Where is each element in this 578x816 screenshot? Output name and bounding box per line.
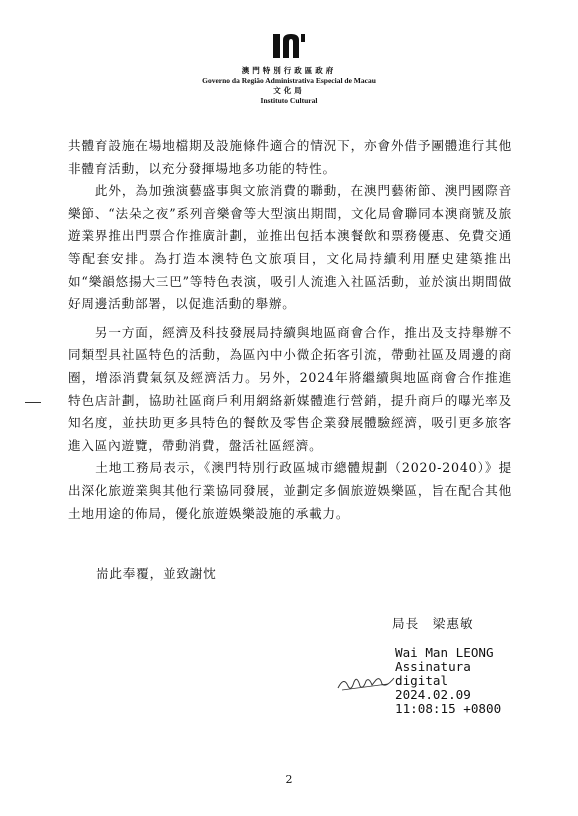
paragraph-1: 共體育設施在場地檔期及設施條件適合的情況下，亦會外借予團體進行其他非體育活動，以充分發揮場地多功能的特性。 [68,138,512,176]
government-name-chinese: 澳門特別行政區政府 [241,66,337,75]
letter-body [68,135,512,525]
signature-name: Wai Man LEONG [395,645,494,660]
signer-title-name: 局長 梁惠敏 [392,616,474,631]
bureau-name-portuguese: Instituto Cultural [260,96,318,105]
paragraph-3: 另一方面，經濟及科技發展局持續與地區商會合作，推出及支持舉辦不同類型具社區特色的活動，為區內中小微企拓客引流，帶動社區及周邊的商圈，增添消費氣氛及經濟活力。另外，2024年將繼續與地區商會合作推進特色店計劃，協助社區商戶利用網絡新媒體進行營銷，提升商戶的曝光率及知名度，並扶助更多具特色的餐飲及零售企業發展體驗經濟，吸引更多旅客進入區內遊覽，帶動消費，盤活社區經濟。 [68,324,512,453]
government-emblem-icon [271,30,307,60]
letterhead [0,30,578,106]
signature-time: 11:08:15 +0800 [395,701,502,716]
closing-remark: 耑此奉覆，並致謝忱 [96,566,217,581]
government-name-portuguese: Governo da Região Administrativa Especial de Macau [202,76,376,85]
signature-label-1: Assinatura [395,659,471,674]
paragraph-2: 此外，為加強演藝盛事與文旅消費的聯動，在澳門藝術節、澳門國際音樂節、“法朵之夜”系列音樂會等大型演出期間，文化局會聯同本澳商號及旅遊業界推出門票合作推廣計劃，並推出包括本澳餐飲和票務優惠、免費交通等配套安排。為打造本澳特色文旅項目，文化局持續利用歷史建築推出如“樂韻悠揚大三巴”等特色表演，吸引人流進入社區活動，並於演出期間做好周邊活動部署，以促進活動的舉辦。 [68,183,512,312]
page-number: 2 [285,773,293,786]
bureau-name-chinese: 文化局 [273,86,305,95]
margin-mark [25,402,41,403]
signature-date: 2024.02.09 [395,687,471,702]
signature-label-2: digital [395,673,449,688]
handwritten-signature [336,672,396,694]
digital-signature-block [395,646,501,716]
paragraph-4: 土地工務局表示，《澳門特別行政區城市總體規劃（2020-2040）》提出深化旅遊業與其他行業協同發展，並劃定多個旅遊娛樂區，旨在配合其他土地用途的佈局，優化旅遊娛樂設施的承載力。 [68,460,512,521]
